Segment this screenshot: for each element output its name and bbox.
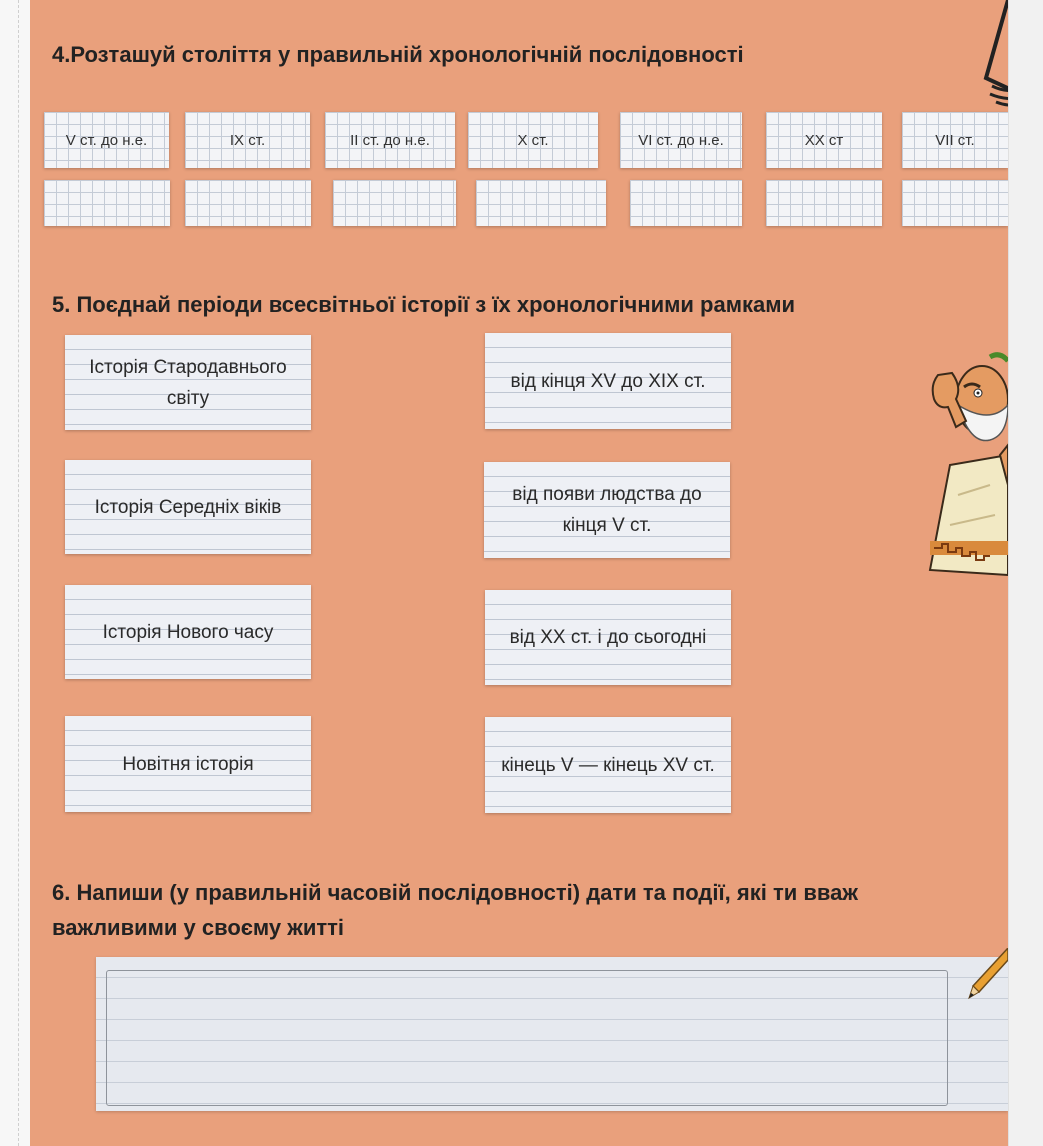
century-card-5[interactable]	[620, 112, 742, 168]
period-label: Історія Нового часу	[102, 621, 274, 643]
answer-slot-6[interactable]	[766, 180, 882, 226]
answer-slot-5[interactable]	[630, 180, 742, 226]
answer-slot-4[interactable]	[476, 180, 606, 226]
task5-title: 5. Поєднай періоди всесвітньої історії з їх хронологічними рамками	[52, 292, 796, 317]
range-card-1[interactable]	[485, 333, 731, 429]
period-label: Новітня історія	[122, 753, 254, 775]
answer-slot-2[interactable]	[185, 180, 311, 226]
range-card-4[interactable]	[485, 717, 731, 813]
century-card-label: IX ст.	[229, 131, 266, 149]
pencil-icon	[963, 948, 1008, 1002]
century-card-label: X ст.	[517, 131, 549, 149]
range-card-2[interactable]	[484, 462, 730, 558]
century-card-6[interactable]	[766, 112, 882, 168]
century-card-1[interactable]	[44, 112, 169, 168]
task4-title: 4.Розташуй століття у правильній хронологічній послідовності	[52, 42, 744, 67]
range-label: кінець V — кінець XV ст.	[501, 754, 715, 776]
philosopher-illustration	[920, 345, 1008, 585]
task6-title-line2: важливими у своєму житті	[52, 915, 345, 940]
range-label: від XX ст. і до сьогодні	[509, 627, 707, 648]
answer-slot-7[interactable]	[902, 180, 1008, 226]
page-left-margin	[0, 0, 30, 1146]
page-right-margin	[1008, 0, 1043, 1146]
range-label: від кінця XV до XIX ст.	[510, 370, 706, 392]
century-card-label: II ст. до н.е.	[350, 131, 430, 149]
century-card-7[interactable]	[902, 112, 1008, 168]
century-card-label: XX ст	[804, 131, 844, 149]
range-card-3[interactable]	[485, 590, 731, 685]
range-label: від появи людства до кінця V ст.	[512, 484, 702, 536]
life-events-answer-field[interactable]	[106, 970, 948, 1106]
answer-slot-1[interactable]	[44, 180, 170, 226]
century-card-label: V ст. до н.е.	[65, 131, 148, 149]
book-icon	[956, 0, 1008, 110]
period-card-4[interactable]	[65, 716, 311, 812]
century-card-2[interactable]	[185, 112, 310, 168]
period-card-1[interactable]	[65, 335, 311, 430]
period-label: Історія Стародавнього світу	[89, 356, 287, 409]
century-card-label: VII ст.	[935, 131, 975, 149]
answer-slot-3[interactable]	[333, 180, 456, 226]
period-card-3[interactable]	[65, 585, 311, 679]
century-card-3[interactable]	[325, 112, 455, 168]
task6-title-line1: 6. Напиши (у правильній часовій послідовності) дати та події, які ти вваж	[52, 880, 858, 905]
century-card-4[interactable]	[468, 112, 598, 168]
period-label: Історія Середніх віків	[94, 496, 282, 518]
worksheet	[30, 0, 1008, 1146]
century-card-label: VI ст. до н.е.	[638, 131, 724, 149]
period-card-2[interactable]	[65, 460, 311, 554]
